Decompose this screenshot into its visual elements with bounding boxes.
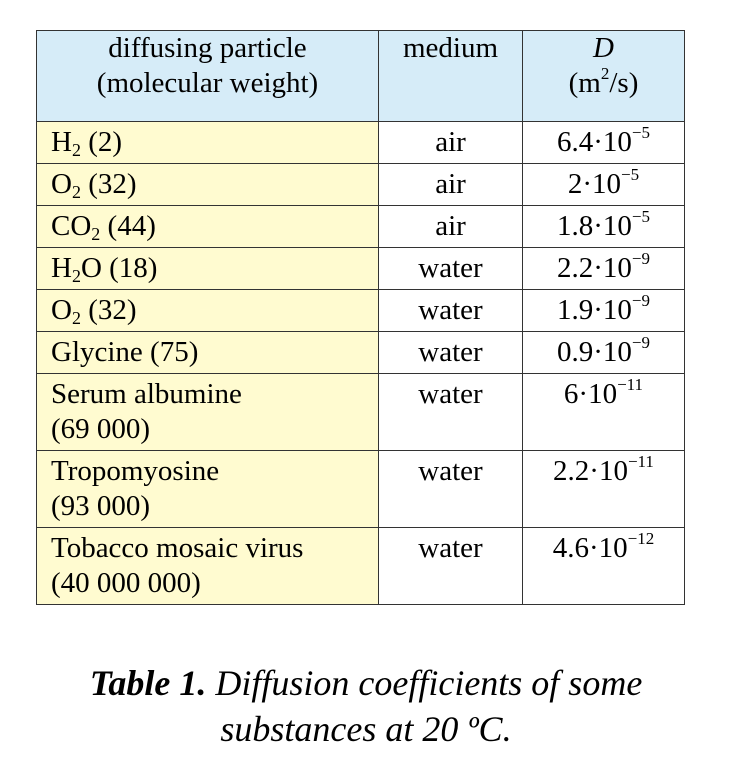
header-particle-line2: (molecular weight) [96, 67, 319, 99]
coefficient-cell: $4.6\cdot 10^{-12}$ [523, 528, 685, 605]
coefficient-cell: $1.9\cdot 10^{-9}$ [523, 290, 685, 332]
diffusion-table [36, 30, 685, 605]
table-row [37, 290, 685, 332]
table-row [37, 332, 685, 374]
coefficient-cell: $2\cdot 10^{-5}$ [523, 164, 685, 206]
table-row [37, 164, 685, 206]
medium-cell: air [379, 122, 523, 164]
header-d-unit: $(m^2/s)$ [568, 64, 639, 99]
particle-cell: $H_2O$ (18) [37, 248, 379, 290]
coefficient-cell: $2.2\cdot 10^{-11}$ [523, 451, 685, 528]
medium-cell: water [379, 528, 523, 605]
coefficient-cell: $2.2\cdot 10^{-9}$ [523, 248, 685, 290]
header-d-symbol: D [593, 32, 614, 64]
table-row [37, 206, 685, 248]
coefficient-cell: $0.9\cdot 10^{-9}$ [523, 332, 685, 374]
caption-line2: substances at 20 ºC. [220, 709, 512, 749]
caption-label: Table 1. [89, 663, 207, 703]
medium-cell: water [379, 290, 523, 332]
table-row [37, 528, 685, 605]
medium-cell: air [379, 206, 523, 248]
particle-cell: $H_2$ (2) [37, 122, 379, 164]
medium-cell: air [379, 164, 523, 206]
medium-cell: water [379, 248, 523, 290]
table-row [37, 248, 685, 290]
particle-cell: Tobacco mosaic virus (40 000 000) [37, 528, 379, 605]
header-row [37, 31, 685, 122]
header-particle-line1: diffusing particle [108, 32, 307, 64]
particle-cell: $CO_2$ (44) [37, 206, 379, 248]
particle-cell: Tropomyosine (93 000) [37, 451, 379, 528]
coefficient-cell: $6.4\cdot 10^{-5}$ [523, 122, 685, 164]
particle-cell: Serum albumine (69 000) [37, 374, 379, 451]
coefficient-cell: $1.8\cdot 10^{-5}$ [523, 206, 685, 248]
table-header [37, 31, 685, 122]
particle-cell: $O_2$ (32) [37, 164, 379, 206]
table-row [37, 122, 685, 164]
medium-cell: water [379, 374, 523, 451]
medium-cell: water [379, 451, 523, 528]
medium-cell: water [379, 332, 523, 374]
header-particle [37, 31, 379, 122]
table-row [37, 451, 685, 528]
caption-line1: Diffusion coefficients of some [206, 663, 643, 703]
particle-cell: $O_2$ (32) [37, 290, 379, 332]
table-row [37, 374, 685, 451]
header-medium: medium [379, 31, 523, 122]
particle-cell: Glycine (75) [37, 332, 379, 374]
header-d [523, 31, 685, 122]
table-caption [0, 660, 732, 752]
coefficient-cell: $6\cdot 10^{-11}$ [523, 374, 685, 451]
